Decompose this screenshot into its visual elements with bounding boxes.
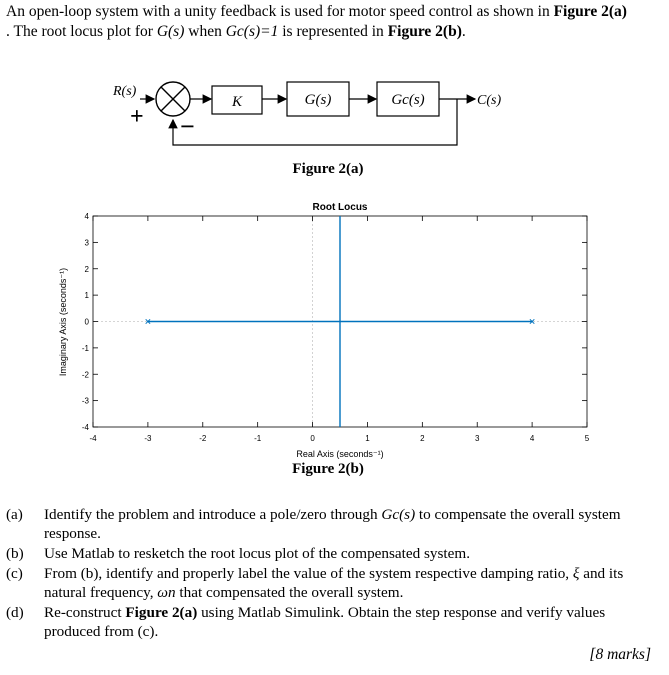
- gc-symbol: Gc(s): [381, 506, 416, 523]
- plus-sign: +: [130, 104, 144, 130]
- x-tick-label: -3: [144, 434, 152, 443]
- x-axis-label: Real Axis (seconds⁻¹): [296, 449, 384, 459]
- figure-2b-reference: Figure 2(b): [387, 23, 462, 40]
- question-text: Identify the problem and introduce a pole/zero through: [44, 506, 382, 523]
- question-text: using Matlab Simulink. Obtain the step response and verify values produced from (c).: [44, 604, 606, 640]
- intro-text-3: when: [184, 23, 226, 40]
- y-tick-label: 3: [84, 238, 89, 248]
- y-tick-label: -2: [81, 370, 89, 380]
- question-a: [6, 505, 656, 543]
- x-tick-label: -2: [199, 434, 207, 443]
- x-tick-label: 2: [420, 434, 425, 443]
- figure-2b-caption: Figure 2(b): [292, 461, 364, 477]
- y-axis-label: Imaginary Axis (seconds⁻¹): [58, 267, 68, 377]
- question-text: and its natural frequency,: [44, 565, 624, 601]
- root-locus-chart: [0, 190, 669, 480]
- x-tick-label: 1: [365, 434, 370, 443]
- question-list: [6, 505, 656, 642]
- x-tick-label: 4: [529, 434, 535, 443]
- y-tick-label: 0: [84, 317, 89, 327]
- natural-frequency-symbol: ωn: [157, 584, 176, 601]
- question-label: (a): [6, 506, 23, 523]
- damping-ratio-symbol: ξ: [572, 565, 580, 582]
- gs-symbol: G(s): [156, 23, 185, 40]
- question-text: From (b), identify and properly label the value of the system respective damping ratio,: [44, 565, 573, 582]
- x-tick-label: 0: [310, 434, 315, 443]
- chart-title: Root Locus: [312, 202, 368, 213]
- question-label: (c): [6, 565, 23, 582]
- question-text: Re-construct: [44, 604, 126, 621]
- question-label: (b): [6, 545, 24, 562]
- question-text: to compensate the overall system response.: [44, 506, 621, 542]
- question-d: [6, 603, 656, 641]
- intro-text-5: .: [461, 23, 466, 40]
- question-text: that compensated the overall system.: [175, 584, 404, 601]
- gc-label: Gc(s): [391, 92, 425, 108]
- figure-2a-reference: Figure 2(a): [125, 604, 198, 621]
- y-tick-label: -3: [81, 396, 89, 406]
- question-label: (d): [6, 604, 24, 621]
- y-tick-label: 2: [84, 264, 89, 274]
- marks-label: [8 marks]: [589, 646, 651, 663]
- input-label: R(s): [113, 84, 137, 99]
- y-tick-label: -1: [81, 343, 89, 353]
- intro-text-1: An open-loop system with a unity feedback is used for motor speed control as shown in: [6, 3, 554, 20]
- output-label: C(s): [477, 93, 502, 108]
- x-tick-label: -4: [89, 434, 97, 443]
- g-label: G(s): [304, 92, 332, 108]
- k-label: K: [231, 94, 243, 110]
- question-text: Use Matlab to resketch the root locus plot of the compensated system.: [44, 545, 470, 562]
- minus-sign: −: [180, 112, 195, 141]
- x-tick-label: 5: [584, 434, 590, 443]
- figure-2a-caption: Figure 2(a): [292, 161, 364, 177]
- y-tick-label: -4: [81, 423, 89, 432]
- y-tick-label: 4: [84, 212, 89, 221]
- y-tick-label: 1: [84, 291, 89, 301]
- question-c: [6, 564, 656, 602]
- x-tick-label: 3: [474, 434, 480, 443]
- intro-text-2: . The root locus plot for: [6, 23, 157, 40]
- block-diagram: [0, 0, 669, 190]
- gc-equation: Gc(s)=1: [225, 23, 279, 40]
- x-tick-label: -1: [254, 434, 262, 443]
- question-b: [6, 544, 656, 563]
- intro-text-4: is represented in: [278, 23, 388, 40]
- figure-2a-reference: Figure 2(a): [553, 3, 627, 20]
